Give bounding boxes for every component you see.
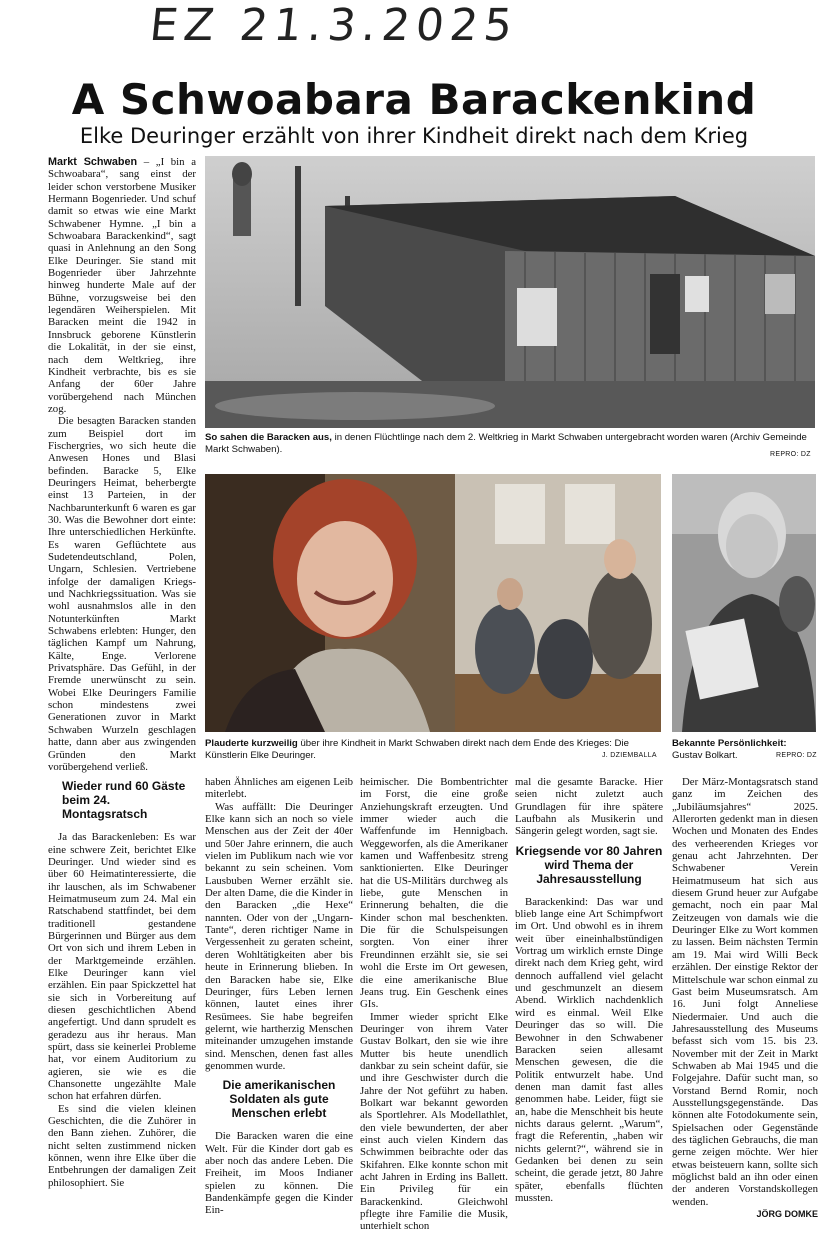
caption-text: über ihre Kindheit in Markt Schwaben direkt nach dem Ende des Krieges: Die Künstlerin Elke Deuringer. (205, 738, 629, 761)
caption-text: in denen Flüchtlinge nach dem 2. Weltkrieg in Markt Schwaben untergebracht worden waren (Archiv Gemeinde Markt Schwaben). (205, 432, 807, 455)
caption-lead: Bekannte Persönlichkeit: (672, 738, 787, 749)
paragraph: Der März-Montagsratsch stand ganz im Zeichen des „Jubiläumsjahres“ 2025. Allerorten gedenkt man in diesen Wochen und Monaten des Endes des verheerenden Krieges vor genau acht Jahrzehnten. Der Schwabener Verein Heimatmuseum hat sich aus diesem Grund heuer zur Aufgabe gemacht, noch ein paar Mal Zeitzeugen von damals wie die Deuringer Elke zu Wort kommen zu lassen. Beim nächsten Termin am 19. Mai wird Willi Beck erzählen. Der einstige Rektor der Mittelschule war schon einmal zu Gast beim Museumsratsch. Am 16. Juni folgt Anneliese Niedermaier. Und auch die Jahresausstellung des Museums befasst sich vom 15. bis 23. November mit der Zeit in Markt Schwaben ab Mai 1945 und die Folgejahre. Dafür sucht man, so Vorstand Bernd Romir, noch Ausstellungsgegenstände. Das können alte Fotodokumente sein, Spielsachen oder Gegenstände des täglichen Gebrauchs, die man gerne zeigen möchte. Wer hier etwas beisteuern kann, sollte sich möglichst bald an ihn oder einen der anderen Vorstandskollegen wenden. (672, 776, 818, 1208)
handwritten-date-note: EZ 21.3.2025 (147, 0, 521, 51)
subheadline: Elke Deuringer erzählt von ihrer Kindheit direkt nach dem Krieg (79, 124, 749, 148)
paragraph: heimischer. Die Bombentrichter im Forst, die eine große Anziehungskraft erzeugten. Und immer wieder auch die Waffenfunde im Hennigbach. Weggeworfen, als die Amerikaner kamen und Waffenbesitz streng sanktionierten. Elke Deuringer hat die US-Militärs durchweg als liebe, gute Menschen in Erinnerung behalten, die die Kinder schon mal beschenkten. Die für die Schulspeisungen sorgten. Von einer ihrer Freundinnen erzählt sie, sie sei wohl die Erste im Ort gewesen, die eine amerikanische Blue Jeans trug. Ein Geschenk eines GIs. (360, 776, 508, 1011)
deuringer-photo-image (205, 474, 661, 732)
article-column-4 (515, 776, 663, 1238)
barracks-caption (205, 432, 815, 455)
paragraph: Immer wieder spricht Elke Deuringer von ihrem Vater Gustav Bolkart, den sie wie ihre Mutter bis heute unendlich dankbar zu sein scheint dafür, sie und ihre Geschwister durch die Jahre der Not geführt zu haben. Bolkart war bekannt geworden als Sportlehrer. Als Modellathlet, den viele bewunderten, der aber einst auch vielen Kindern das Schwimmen beibrachte oder das Skifahren. Elke konnte schon mit acht Jahren in Erding ins Ballett. Ein Privileg für ein Barackenkind. Gleichwohl pflegte ihre Familie die Musik, unterhielt schon (360, 1010, 508, 1233)
paragraph: haben Ähnliches am eigenen Leib miterlebt. (205, 776, 353, 801)
paragraph: Barackenkind: Das war und blieb lange eine Art Schimpfwort im Ort. Und obwohl es in ihrem weit über eineinhalbstündigen Vortrag um wirklich ernste Dinge direkt nach dem Krieg geht, wird dennoch auffallend viel gelacht und geschmunzelt an diesem Abend. Wirklich nachdenklich wird es einmal. Weil Elke Deuringer das so will. Die Bewohner in den Schwabener Baracken seien allesamt Menschen gewesen, die die Politik entwurzelt habe. Und denen man damit fast alles genommen habe. Leider, fügt sie an, habe die Menschheit bis heute nichts daraus gelernt. „Warum“, fragt die Referentin, „haben wir nichts gelernt?“, während sie in Gedanken bei denen zu sein scheint, die gerade jetzt, 80 Jahre später, ebenfalls flüchten mussten. (515, 895, 663, 1204)
article-column-5 (672, 776, 818, 1238)
dateline: Markt Schwaben (48, 156, 138, 168)
caption-text: Gustav Bolkart. (672, 749, 738, 761)
photo-credit: J. DZIEMBALLA (602, 752, 657, 759)
paragraph: mal die gesamte Baracke. Hier seien nicht zuletzt auch Grundlagen für ihre spätere Laufbahn als Musikerin und Sängerin gelegt worden, sagt sie. (515, 776, 663, 838)
photo-credit: REPRO: DZ (770, 451, 811, 458)
photo-credit: REPRO: DZ (776, 752, 817, 759)
article-column-3 (360, 776, 508, 1238)
headline: A Schwoabara Barackenkind (71, 75, 757, 124)
deuringer-caption (205, 738, 661, 761)
bolkart-photo-image (672, 474, 816, 732)
paragraph: – „I bin a Schwoabara“, sang einst der leider schon verstorbene Musiker Hermann Bogenrieder. Und schuf damit so etwas wie eine Markt Schwabener Hymne. „I bin a Schwoabara Barackenkind“, sagt quasi in Anlehnung an den Song Elke Deuringer. Sie stand mit Bogenrieder über Jahrzehnte hinweg hunderte Male auf der Bühne, vorzugsweise bei den legendären Weiherspielen. Mit Baracken meint die 1942 in Innsbruck geborene Künstlerin die Lokalität, in der sie einst, nach dem Weltkrieg, ihre Kindheit verbrachte, bis es sie Anfang der 60er Jahre vorübergehend nach München zog. (48, 156, 196, 415)
caption-lead: Plauderte kurzweilig (205, 738, 298, 749)
article-column-2 (205, 776, 353, 1238)
article-column-1 (48, 156, 196, 1238)
author-byline: JÖRG DOMKE (756, 1209, 818, 1220)
barracks-photo-image (205, 156, 815, 428)
bolkart-photo (672, 474, 816, 732)
paragraph: Ja das Barackenleben: Es war eine schwere Zeit, berichtet Elke Deuringer. Und wieder sind es über 60 Heimatinteressierte, die ihr lauschen, als im Schwabener Heimatmuseum zum 24. Mal ein Ratschabend stattfindet, bei dem traditionell gestandene Bürgerinnen und Bürger aus dem Ort von sich und ihrem Leben in der Marktgemeinde erzählen. Elke Deuringer kann viel erzählen. Ein paar Spickzettel hat sie sich in Vorbereitung auf diesen geschichtlichen Abend angefertigt. Und dann sprudelt es geradezu aus ihr heraus. Man spürt, dass sie keinerlei Probleme hat, vor einem Auditorium zu agieren, sie wie es die Chansonette ungezählte Male schon hat erfahren dürfen. (48, 831, 196, 1103)
paragraph: Die Baracken waren die eine Welt. Für die Kinder dort gab es aber noch das andere Leben. Die Freiheit, im Moos Indianer spielen zu können. Die Bandenkämpfe gegen die Kinder Ein- (205, 1130, 353, 1217)
barracks-photo (205, 156, 815, 428)
caption-lead: So sahen die Baracken aus, (205, 432, 332, 443)
intertitle: Wieder rund 60 Gäste beim 24. Montagsratsch (62, 779, 186, 822)
intertitle: Die amerikanischen Soldaten als gute Menschen erlebt (222, 1078, 336, 1121)
intertitle: Kriegsende vor 80 Jahren wird Thema der Jahresausstellung (515, 843, 663, 886)
paragraph: Was auffällt: Die Deuringer Elke kann sich an noch so viele Menschen aus der Zeit der 40er und 50er Jahre erinnern, die auch vielen im Publikum nach wie vor bekannt zu sein scheinen. Vom Lausbuben Werner erzählt sie. Der alten Dame, die die Kinder in den Baracken „die Hexe“ nannten. Oder von der „Ungarn-Tante“, deren richtiger Name in Vergessenheit zu geraten scheint, deren Wohltätigkeiten aber bis heute in Erinnerung blieben. In den Baracken habe sie, Elke Deuringer, fürs Leben lernen können, lautet eines ihrer Resümees. Sie habe begreifen gelernt, wie hartherzig Menschen miteinander umzugehen imstande sind. Menschen, denen fast alles genommen wurde. (205, 800, 353, 1072)
paragraph: Die besagten Baracken standen zum Beispiel dort im Fischergries, wo sich heute die Anwesen Hones und Blasi befinden. Baracke 5, Elke Deuringers Heimat, beherbergte einst 13 Parteien, in der Nachbarunterkunft 6 waren es gar 30. Was die Bewohner dort einte: Ihre unterschiedlichen Herkünfte. Es waren Geflüchtete aus Sudetendeutschland, Polen, Ungarn, Schlesien. Vertriebene infolge der damaligen Kriegs- und Nachkriegssituation. Was sie wohl ausnahmslos alle in den Notunterkünften Markt Schwabens erlebten: Hunger, den täglichen Kampf um Nahrung, Kälte, Enge. Verlorene Privatsphäre. Das Gefühl, in der Fremde unerwünscht zu sein. Wobei Elke Deuringers Familie schon mindestens zwei Generationen zuvor in Markt Schwaben Wurzeln geschlagen hatte, dann aber aus zwingenden Gründen den Markt vorübergehend verließ. (48, 415, 196, 773)
deuringer-photo (205, 474, 661, 732)
paragraph: Es sind die vielen kleinen Geschichten, die die Zuhörer in den Bann ziehen. Zuhörer, die nicht selten zustimmend nicken können, wenn ihre Elke über die Entbehrungen der damaligen Zeit philosophiert. Sie (48, 1102, 196, 1189)
